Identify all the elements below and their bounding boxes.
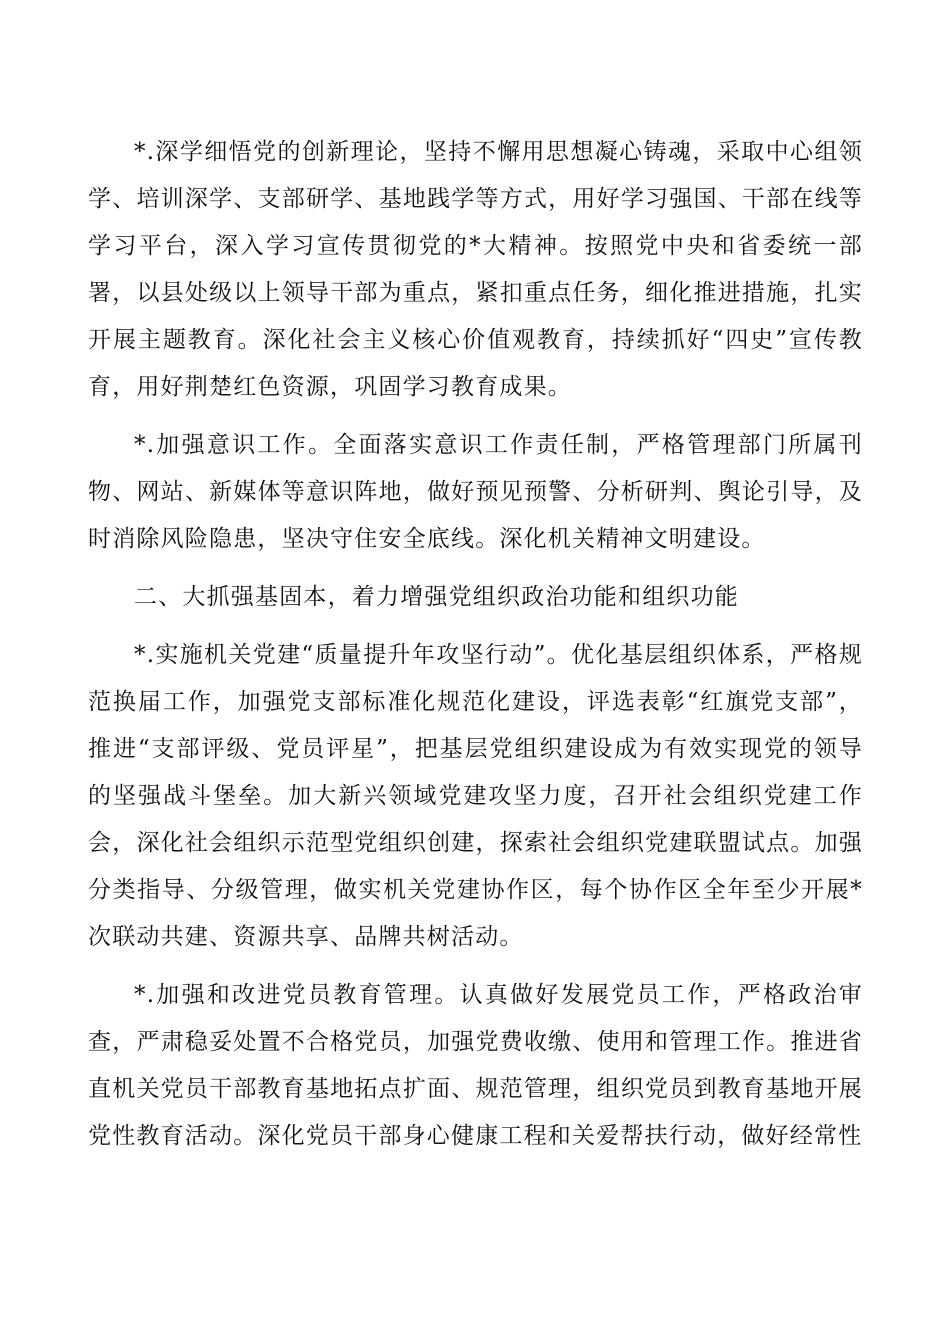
paragraph-spacer xyxy=(88,621,863,632)
paragraph-member-education: *.加强和改进党员教育管理。认真做好发展党员工作，严格政治审查，严肃稳妥处置不合格党员，加强党费收缴、使用和管理工作。推进省直机关党员干部教育基地拓点扩面、规范管理，组织党员到教育基地开展党性教育活动。深化党员干部身心健康工程和关爱帮扶行动，做好经常性 xyxy=(88,982,863,1149)
paragraph-spacer xyxy=(88,961,863,972)
paragraph-theory-study: *.深学细悟党的创新理论，坚持不懈用思想凝心铸魂，采取中心组领学、培训深学、支部研学、基地践学等方式，用好学习强国、干部在线等学习平台，深入学习宣传贯彻党的*大精神。按照党中央和省委统一部署，以县处级以上领导干部为重点，紧扣重点任务，细化推进措施，扎实开展主题教育。深化社会主义核心价值观教育，持续抓好“四史”宣传教育，用好荆楚红色资源，巩固学习教育成果。 xyxy=(88,139,863,400)
paragraph-spacer xyxy=(88,411,863,422)
document-body xyxy=(88,129,863,1160)
paragraph-party-building-quality: *.实施机关党建“质量提升年攻坚行动”。优化基层组织体系，严格规范换届工作，加强党支部标准化规范化建设，评选表彰“红旗党支部”，推进“支部评级、党员评星”，把基层党组织建设成为有效实现党的领导的坚强战斗堡垒。加大新兴领域党建攻坚力度，召开社会组织党建工作会，深化社会组织示范型党组织创建，探索社会组织党建联盟试点。加强分类指导、分级管理，做实机关党建协作区，每个协作区全年至少开展*次联动共建、资源共享、品牌共树活动。 xyxy=(88,642,863,950)
section-heading-two: 二、大抓强基固本，着力增强党组织政治功能和组织功能 xyxy=(134,584,739,610)
paragraph-ideology-work: *.加强意识工作。全面落实意识工作责任制，严格管理部门所属刊物、网站、新媒体等意识阵地，做好预见预警、分析研判、舆论引导，及时消除风险隐患，坚决守住安全底线。深化机关精神文明建设。 xyxy=(88,432,863,552)
paragraph-spacer xyxy=(88,563,863,574)
